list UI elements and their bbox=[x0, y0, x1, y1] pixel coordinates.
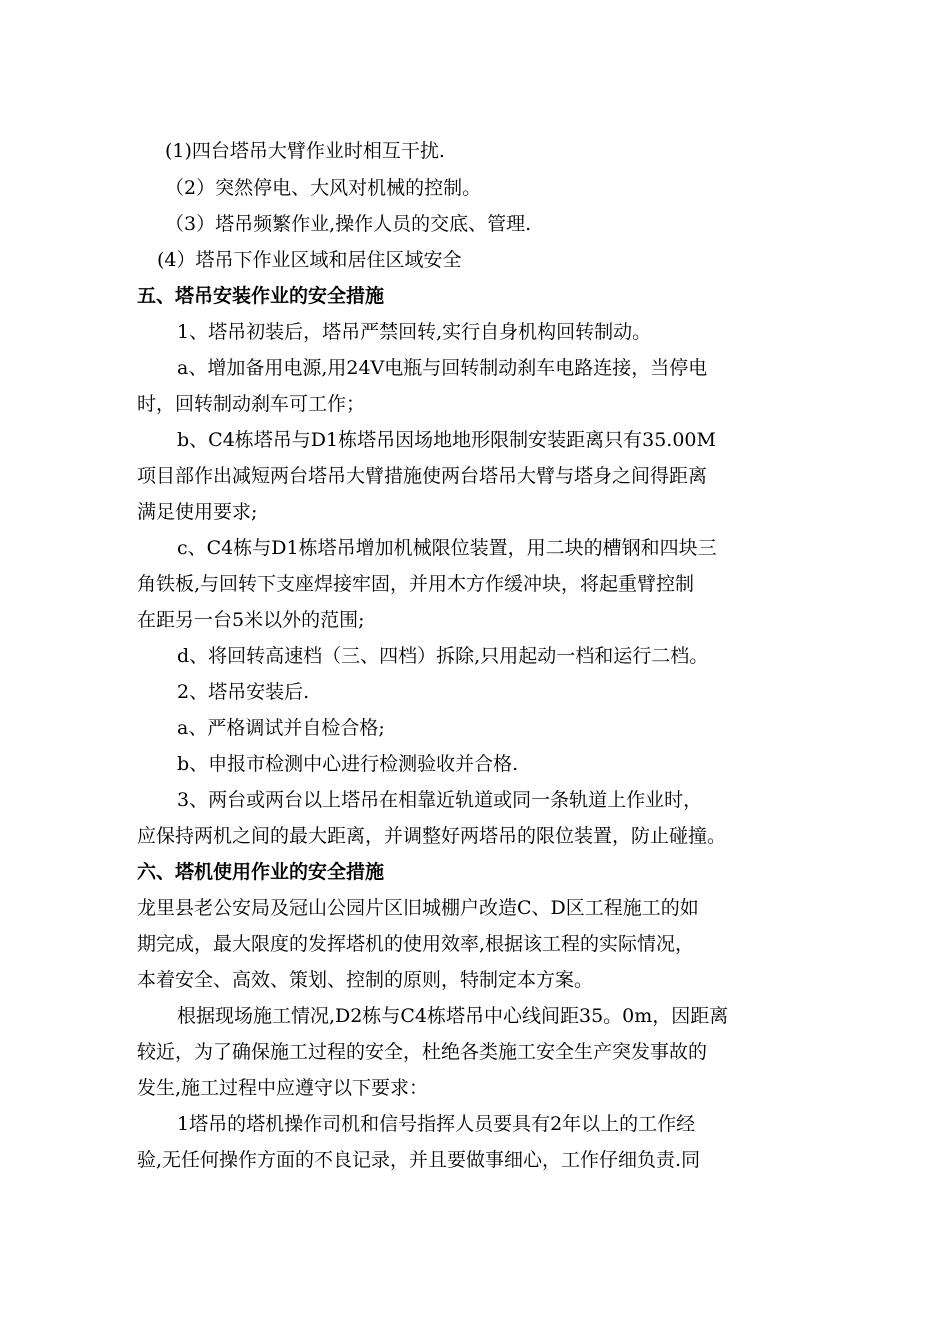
paragraph-line: 发生,施工过程中应遵守以下要求： bbox=[137, 1077, 429, 1099]
paragraph-line: 1塔吊的塔机操作司机和信号指挥人员要具有2年以上的工作经 bbox=[177, 1113, 696, 1135]
list-item-2: （2）突然停电、大风对机械的控制。 bbox=[165, 177, 482, 199]
paragraph-line: 2、塔吊安装后. bbox=[177, 681, 310, 703]
paragraph-line: b、申报市检测中心进行检测验收并合格. bbox=[177, 753, 519, 775]
paragraph-line: a、严格调试并自检合格; bbox=[177, 717, 385, 739]
paragraph-line: 时，回转制动刹车可工作； bbox=[137, 393, 366, 415]
paragraph-line: 项目部作出减短两台塔吊大臂措施使两台塔吊大臂与塔身之间得距离 bbox=[137, 465, 708, 487]
paragraph-line: 验,无任何操作方面的不良记录，并且要做事细心，工作仔细负责.同 bbox=[137, 1149, 701, 1171]
paragraph-line: 较近，为了确保施工过程的安全，杜绝各类施工安全生产突发事故的 bbox=[137, 1041, 708, 1063]
paragraph-line: 角铁板,与回转下支座焊接牢固，并用木方作缓冲块，将起重臂控制 bbox=[137, 573, 695, 595]
list-item-4: (4）塔吊下作业区域和居住区域安全 bbox=[157, 249, 462, 271]
paragraph-line: c、C4栋与D1栋塔吊增加机械限位装置，用二块的槽钢和四块三 bbox=[177, 537, 717, 559]
paragraph-line: 3、两台或两台以上塔吊在相靠近轨道或同一条轨道上作业时， bbox=[177, 789, 703, 811]
paragraph-line: 龙里县老公安局及冠山公园片区旧城棚户改造C、D区工程施工的如 bbox=[137, 897, 699, 919]
paragraph-line: 根据现场施工情况,D2栋与C4栋塔吊中心线间距35。0m，因距离 bbox=[177, 1005, 729, 1027]
paragraph-line: 本着安全、高效、策划、控制的原则，特制定本方案。 bbox=[137, 969, 594, 991]
paragraph-line: 在距另一台5米以外的范围; bbox=[137, 609, 365, 631]
paragraph-line: 期完成，最大限度的发挥塔机的使用效率,根据该工程的实际情况， bbox=[137, 933, 695, 955]
list-item-3: （3）塔吊频繁作业,操作人员的交底、管理. bbox=[165, 213, 532, 235]
paragraph-line: b、C4栋塔吊与D1栋塔吊因场地地形限制安装距离只有35.00M bbox=[177, 429, 716, 451]
paragraph-line: 应保持两机之间的最大距离，并调整好两塔吊的限位装置，防止碰撞。 bbox=[137, 825, 727, 847]
paragraph-line: d、将回转高速档（三、四档）拆除,只用起动一档和运行二档。 bbox=[177, 645, 709, 667]
section-heading-5: 五、塔吊安装作业的安全措施 bbox=[137, 285, 385, 307]
paragraph-line: 满足使用要求; bbox=[137, 501, 258, 523]
paragraph-line: a、增加备用电源,用24V电瓶与回转制动刹车电路连接，当停电 bbox=[177, 357, 708, 379]
list-item-1: (1)四台塔吊大臂作业时相互干扰. bbox=[165, 140, 445, 162]
paragraph-line: 1、塔吊初装后，塔吊严禁回转,实行自身机构回转制动。 bbox=[177, 321, 652, 343]
section-heading-6: 六、塔机使用作业的安全措施 bbox=[137, 861, 385, 883]
